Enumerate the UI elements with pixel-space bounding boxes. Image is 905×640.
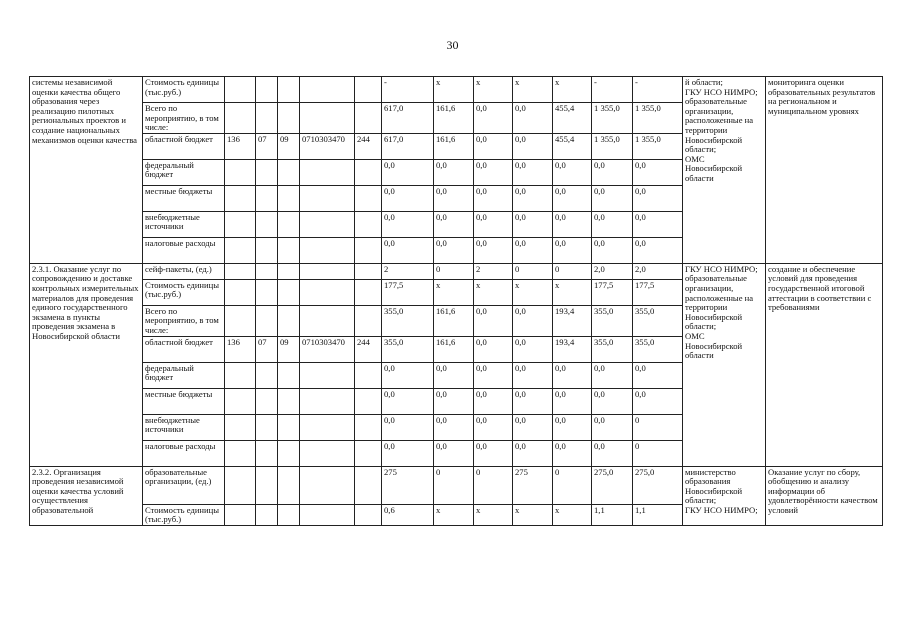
value-cell: 0,0: [474, 185, 513, 211]
value-cell: x: [553, 504, 592, 525]
pr-cell: [278, 263, 300, 279]
value-cell: 0,0: [553, 440, 592, 466]
rz-cell: [256, 362, 278, 388]
value-cell: 0,0: [474, 362, 513, 388]
rz-cell: [256, 237, 278, 263]
vr-cell: [355, 279, 382, 305]
grbs-cell: [225, 185, 256, 211]
rz-cell: [256, 77, 278, 103]
rz-cell: [256, 414, 278, 440]
csr-cell: [300, 279, 355, 305]
value-cell: 0,0: [382, 211, 434, 237]
value-cell: 0,0: [434, 414, 474, 440]
value-cell: x: [434, 279, 474, 305]
indicator-cell: сейф-пакеты, (ед.): [143, 263, 225, 279]
csr-cell: [300, 362, 355, 388]
pr-cell: [278, 362, 300, 388]
value-cell: 193,4: [553, 336, 592, 362]
rz-cell: [256, 305, 278, 336]
rz-cell: 07: [256, 336, 278, 362]
pr-cell: [278, 159, 300, 185]
indicator-cell: Всего по мероприятию, в том числе:: [143, 103, 225, 134]
value-cell: x: [474, 77, 513, 103]
vr-cell: [355, 440, 382, 466]
value-cell: x: [553, 279, 592, 305]
value-cell: 161,6: [434, 305, 474, 336]
vr-cell: [355, 103, 382, 134]
rz-cell: [256, 211, 278, 237]
value-cell: 0,0: [434, 362, 474, 388]
value-cell: 0,0: [382, 185, 434, 211]
vr-cell: [355, 185, 382, 211]
rz-cell: 07: [256, 133, 278, 159]
value-cell: 2,0: [633, 263, 683, 279]
value-cell: 355,0: [633, 305, 683, 336]
pr-cell: [278, 103, 300, 134]
csr-cell: [300, 414, 355, 440]
table-row: [30, 466, 883, 504]
indicator-cell: налоговые расходы: [143, 440, 225, 466]
value-cell: x: [434, 504, 474, 525]
csr-cell: [300, 388, 355, 414]
vr-cell: [355, 159, 382, 185]
rz-cell: [256, 504, 278, 525]
csr-cell: [300, 159, 355, 185]
value-cell: 161,6: [434, 133, 474, 159]
pr-cell: [278, 414, 300, 440]
pr-cell: 09: [278, 336, 300, 362]
grbs-cell: [225, 159, 256, 185]
vr-cell: [355, 305, 382, 336]
indicator-cell: федеральный бюджет: [143, 362, 225, 388]
action-cell: 2.3.2. Организация проведения независимой оценки качества условий осуществления образовательной: [30, 466, 143, 525]
grbs-cell: 136: [225, 336, 256, 362]
rz-cell: [256, 185, 278, 211]
value-cell: 0,0: [382, 237, 434, 263]
value-cell: -: [382, 77, 434, 103]
value-cell: x: [513, 504, 553, 525]
value-cell: 0,0: [434, 159, 474, 185]
csr-cell: 0710303470: [300, 133, 355, 159]
pr-cell: [278, 237, 300, 263]
rz-cell: [256, 263, 278, 279]
value-cell: 0,0: [382, 388, 434, 414]
value-cell: x: [553, 77, 592, 103]
value-cell: 617,0: [382, 133, 434, 159]
value-cell: x: [513, 77, 553, 103]
rz-cell: [256, 103, 278, 134]
vr-cell: [355, 211, 382, 237]
grbs-cell: [225, 362, 256, 388]
vr-cell: [355, 77, 382, 103]
indicator-cell: областной бюджет: [143, 133, 225, 159]
grbs-cell: 136: [225, 133, 256, 159]
csr-cell: [300, 237, 355, 263]
value-cell: 617,0: [382, 103, 434, 134]
grbs-cell: [225, 388, 256, 414]
value-cell: x: [434, 77, 474, 103]
value-cell: 0,0: [592, 440, 633, 466]
csr-cell: [300, 305, 355, 336]
value-cell: 1 355,0: [592, 103, 633, 134]
value-cell: 0,0: [592, 414, 633, 440]
table-row: [30, 263, 883, 279]
vr-cell: [355, 388, 382, 414]
value-cell: 0,0: [592, 237, 633, 263]
value-cell: 0,0: [474, 237, 513, 263]
indicator-cell: местные бюджеты: [143, 185, 225, 211]
value-cell: 0: [474, 466, 513, 504]
csr-cell: [300, 263, 355, 279]
value-cell: 0,0: [434, 440, 474, 466]
value-cell: 177,5: [592, 279, 633, 305]
grbs-cell: [225, 466, 256, 504]
result-cell: мониторинга оценки образовательных результатов на региональном и муниципальном уровнях: [766, 77, 883, 264]
budget-table: [29, 76, 883, 526]
grbs-cell: [225, 211, 256, 237]
value-cell: 455,4: [553, 103, 592, 134]
result-cell: Оказание услуг по сбору, обобщению и анализу информации об удовлетворённости качеством условий: [766, 466, 883, 525]
value-cell: 0,0: [592, 159, 633, 185]
value-cell: x: [474, 279, 513, 305]
csr-cell: 0710303470: [300, 336, 355, 362]
value-cell: 0,0: [382, 362, 434, 388]
value-cell: 0,0: [434, 185, 474, 211]
pr-cell: [278, 440, 300, 466]
value-cell: 0: [553, 466, 592, 504]
indicator-cell: Всего по мероприятию, в том числе:: [143, 305, 225, 336]
value-cell: 0,0: [474, 388, 513, 414]
value-cell: 0,0: [553, 362, 592, 388]
indicator-cell: внебюджетные источники: [143, 211, 225, 237]
value-cell: 275,0: [592, 466, 633, 504]
csr-cell: [300, 103, 355, 134]
grbs-cell: [225, 77, 256, 103]
pr-cell: [278, 77, 300, 103]
value-cell: 0,0: [513, 440, 553, 466]
value-cell: 0,0: [474, 103, 513, 134]
value-cell: 0,0: [513, 237, 553, 263]
value-cell: 2,0: [592, 263, 633, 279]
vr-cell: [355, 237, 382, 263]
value-cell: 2: [474, 263, 513, 279]
vr-cell: [355, 263, 382, 279]
value-cell: 0,0: [633, 185, 683, 211]
value-cell: 0,0: [513, 211, 553, 237]
value-cell: 0,0: [633, 362, 683, 388]
value-cell: 0,0: [553, 388, 592, 414]
value-cell: 355,0: [382, 305, 434, 336]
value-cell: 0,0: [434, 237, 474, 263]
pr-cell: [278, 466, 300, 504]
value-cell: 161,6: [434, 103, 474, 134]
value-cell: 275: [382, 466, 434, 504]
pr-cell: [278, 211, 300, 237]
value-cell: 0,0: [592, 211, 633, 237]
executor-cell: министерство образования Новосибирской области; ГКУ НСО НИМРО;: [683, 466, 766, 525]
value-cell: 275: [513, 466, 553, 504]
value-cell: 0: [434, 263, 474, 279]
value-cell: 0,0: [553, 185, 592, 211]
value-cell: 275,0: [633, 466, 683, 504]
value-cell: 0,0: [553, 237, 592, 263]
grbs-cell: [225, 237, 256, 263]
value-cell: 0: [513, 263, 553, 279]
value-cell: x: [513, 279, 553, 305]
value-cell: 0: [434, 466, 474, 504]
pr-cell: [278, 305, 300, 336]
value-cell: 0,0: [474, 440, 513, 466]
value-cell: 355,0: [633, 336, 683, 362]
action-cell: системы независимой оценки качества общего образования через реализацию пилотных региональных проектов и создание национальных механизмов оценки качества: [30, 77, 143, 264]
value-cell: 0: [633, 440, 683, 466]
value-cell: 0,0: [434, 211, 474, 237]
indicator-cell: Стоимость единицы (тыс.руб.): [143, 504, 225, 525]
indicator-cell: местные бюджеты: [143, 388, 225, 414]
rz-cell: [256, 279, 278, 305]
indicator-cell: Стоимость единицы (тыс.руб.): [143, 77, 225, 103]
value-cell: 0,0: [513, 133, 553, 159]
value-cell: 1 355,0: [633, 103, 683, 134]
value-cell: 0,0: [633, 388, 683, 414]
value-cell: 0,0: [474, 305, 513, 336]
value-cell: 0,0: [553, 159, 592, 185]
value-cell: 0,0: [513, 103, 553, 134]
value-cell: 0,0: [553, 414, 592, 440]
value-cell: 0,0: [513, 159, 553, 185]
indicator-cell: образовательные организации, (ед.): [143, 466, 225, 504]
grbs-cell: [225, 414, 256, 440]
value-cell: 1,1: [633, 504, 683, 525]
value-cell: 0,0: [434, 388, 474, 414]
action-cell: 2.3.1. Оказание услуг по сопровождению и доставке контрольных измерительных материалов для проведения единого государственного экзамена в пункты проведения экзамена в Новосибирской области: [30, 263, 143, 466]
value-cell: 355,0: [592, 305, 633, 336]
value-cell: 1 355,0: [633, 133, 683, 159]
value-cell: 0,0: [382, 414, 434, 440]
value-cell: 193,4: [553, 305, 592, 336]
value-cell: 0,0: [633, 159, 683, 185]
vr-cell: [355, 362, 382, 388]
value-cell: 1 355,0: [592, 133, 633, 159]
vr-cell: 244: [355, 133, 382, 159]
value-cell: 0,0: [474, 159, 513, 185]
executor-cell: й области; ГКУ НСО НИМРО; образовательные организации, расположенные на территории Новосибирской области; ОМС Новосибирской области: [683, 77, 766, 264]
result-cell: создание и обеспечение условий для проведения государственной итоговой аттестации в соответствии с требованиями: [766, 263, 883, 466]
value-cell: 0,0: [513, 414, 553, 440]
vr-cell: [355, 414, 382, 440]
value-cell: 0,0: [474, 211, 513, 237]
executor-cell: ГКУ НСО НИМРО; образовательные организации, расположенные на территории Новосибирской области; ОМС Новосибирской области: [683, 263, 766, 466]
value-cell: 1,1: [592, 504, 633, 525]
grbs-cell: [225, 103, 256, 134]
value-cell: 177,5: [382, 279, 434, 305]
value-cell: 0,0: [592, 362, 633, 388]
value-cell: 355,0: [592, 336, 633, 362]
value-cell: 0,6: [382, 504, 434, 525]
value-cell: 0,0: [513, 305, 553, 336]
value-cell: -: [633, 77, 683, 103]
value-cell: 0,0: [592, 388, 633, 414]
value-cell: 355,0: [382, 336, 434, 362]
csr-cell: [300, 211, 355, 237]
value-cell: x: [474, 504, 513, 525]
value-cell: 0,0: [474, 414, 513, 440]
value-cell: 0,0: [592, 185, 633, 211]
value-cell: 0,0: [633, 211, 683, 237]
value-cell: 0: [553, 263, 592, 279]
value-cell: 0,0: [382, 440, 434, 466]
value-cell: 0,0: [513, 336, 553, 362]
vr-cell: [355, 504, 382, 525]
vr-cell: 244: [355, 336, 382, 362]
value-cell: 0,0: [474, 336, 513, 362]
value-cell: 177,5: [633, 279, 683, 305]
vr-cell: [355, 466, 382, 504]
rz-cell: [256, 388, 278, 414]
value-cell: 161,6: [434, 336, 474, 362]
indicator-cell: Стоимость единицы (тыс.руб.): [143, 279, 225, 305]
grbs-cell: [225, 440, 256, 466]
value-cell: 0,0: [553, 211, 592, 237]
value-cell: 0,0: [513, 362, 553, 388]
value-cell: 455,4: [553, 133, 592, 159]
csr-cell: [300, 466, 355, 504]
value-cell: 0: [633, 414, 683, 440]
table-row: [30, 77, 883, 103]
pr-cell: [278, 185, 300, 211]
rz-cell: [256, 466, 278, 504]
grbs-cell: [225, 504, 256, 525]
rz-cell: [256, 440, 278, 466]
value-cell: 0,0: [474, 133, 513, 159]
grbs-cell: [225, 305, 256, 336]
value-cell: 0,0: [513, 185, 553, 211]
pr-cell: [278, 504, 300, 525]
page-number: 30: [446, 38, 459, 52]
pr-cell: 09: [278, 133, 300, 159]
value-cell: -: [592, 77, 633, 103]
indicator-cell: областной бюджет: [143, 336, 225, 362]
value-cell: 0,0: [513, 388, 553, 414]
rz-cell: [256, 159, 278, 185]
value-cell: 2: [382, 263, 434, 279]
indicator-cell: налоговые расходы: [143, 237, 225, 263]
csr-cell: [300, 77, 355, 103]
pr-cell: [278, 279, 300, 305]
csr-cell: [300, 440, 355, 466]
csr-cell: [300, 185, 355, 211]
grbs-cell: [225, 263, 256, 279]
value-cell: 0,0: [633, 237, 683, 263]
csr-cell: [300, 504, 355, 525]
pr-cell: [278, 388, 300, 414]
value-cell: 0,0: [382, 159, 434, 185]
indicator-cell: федеральный бюджет: [143, 159, 225, 185]
grbs-cell: [225, 279, 256, 305]
indicator-cell: внебюджетные источники: [143, 414, 225, 440]
